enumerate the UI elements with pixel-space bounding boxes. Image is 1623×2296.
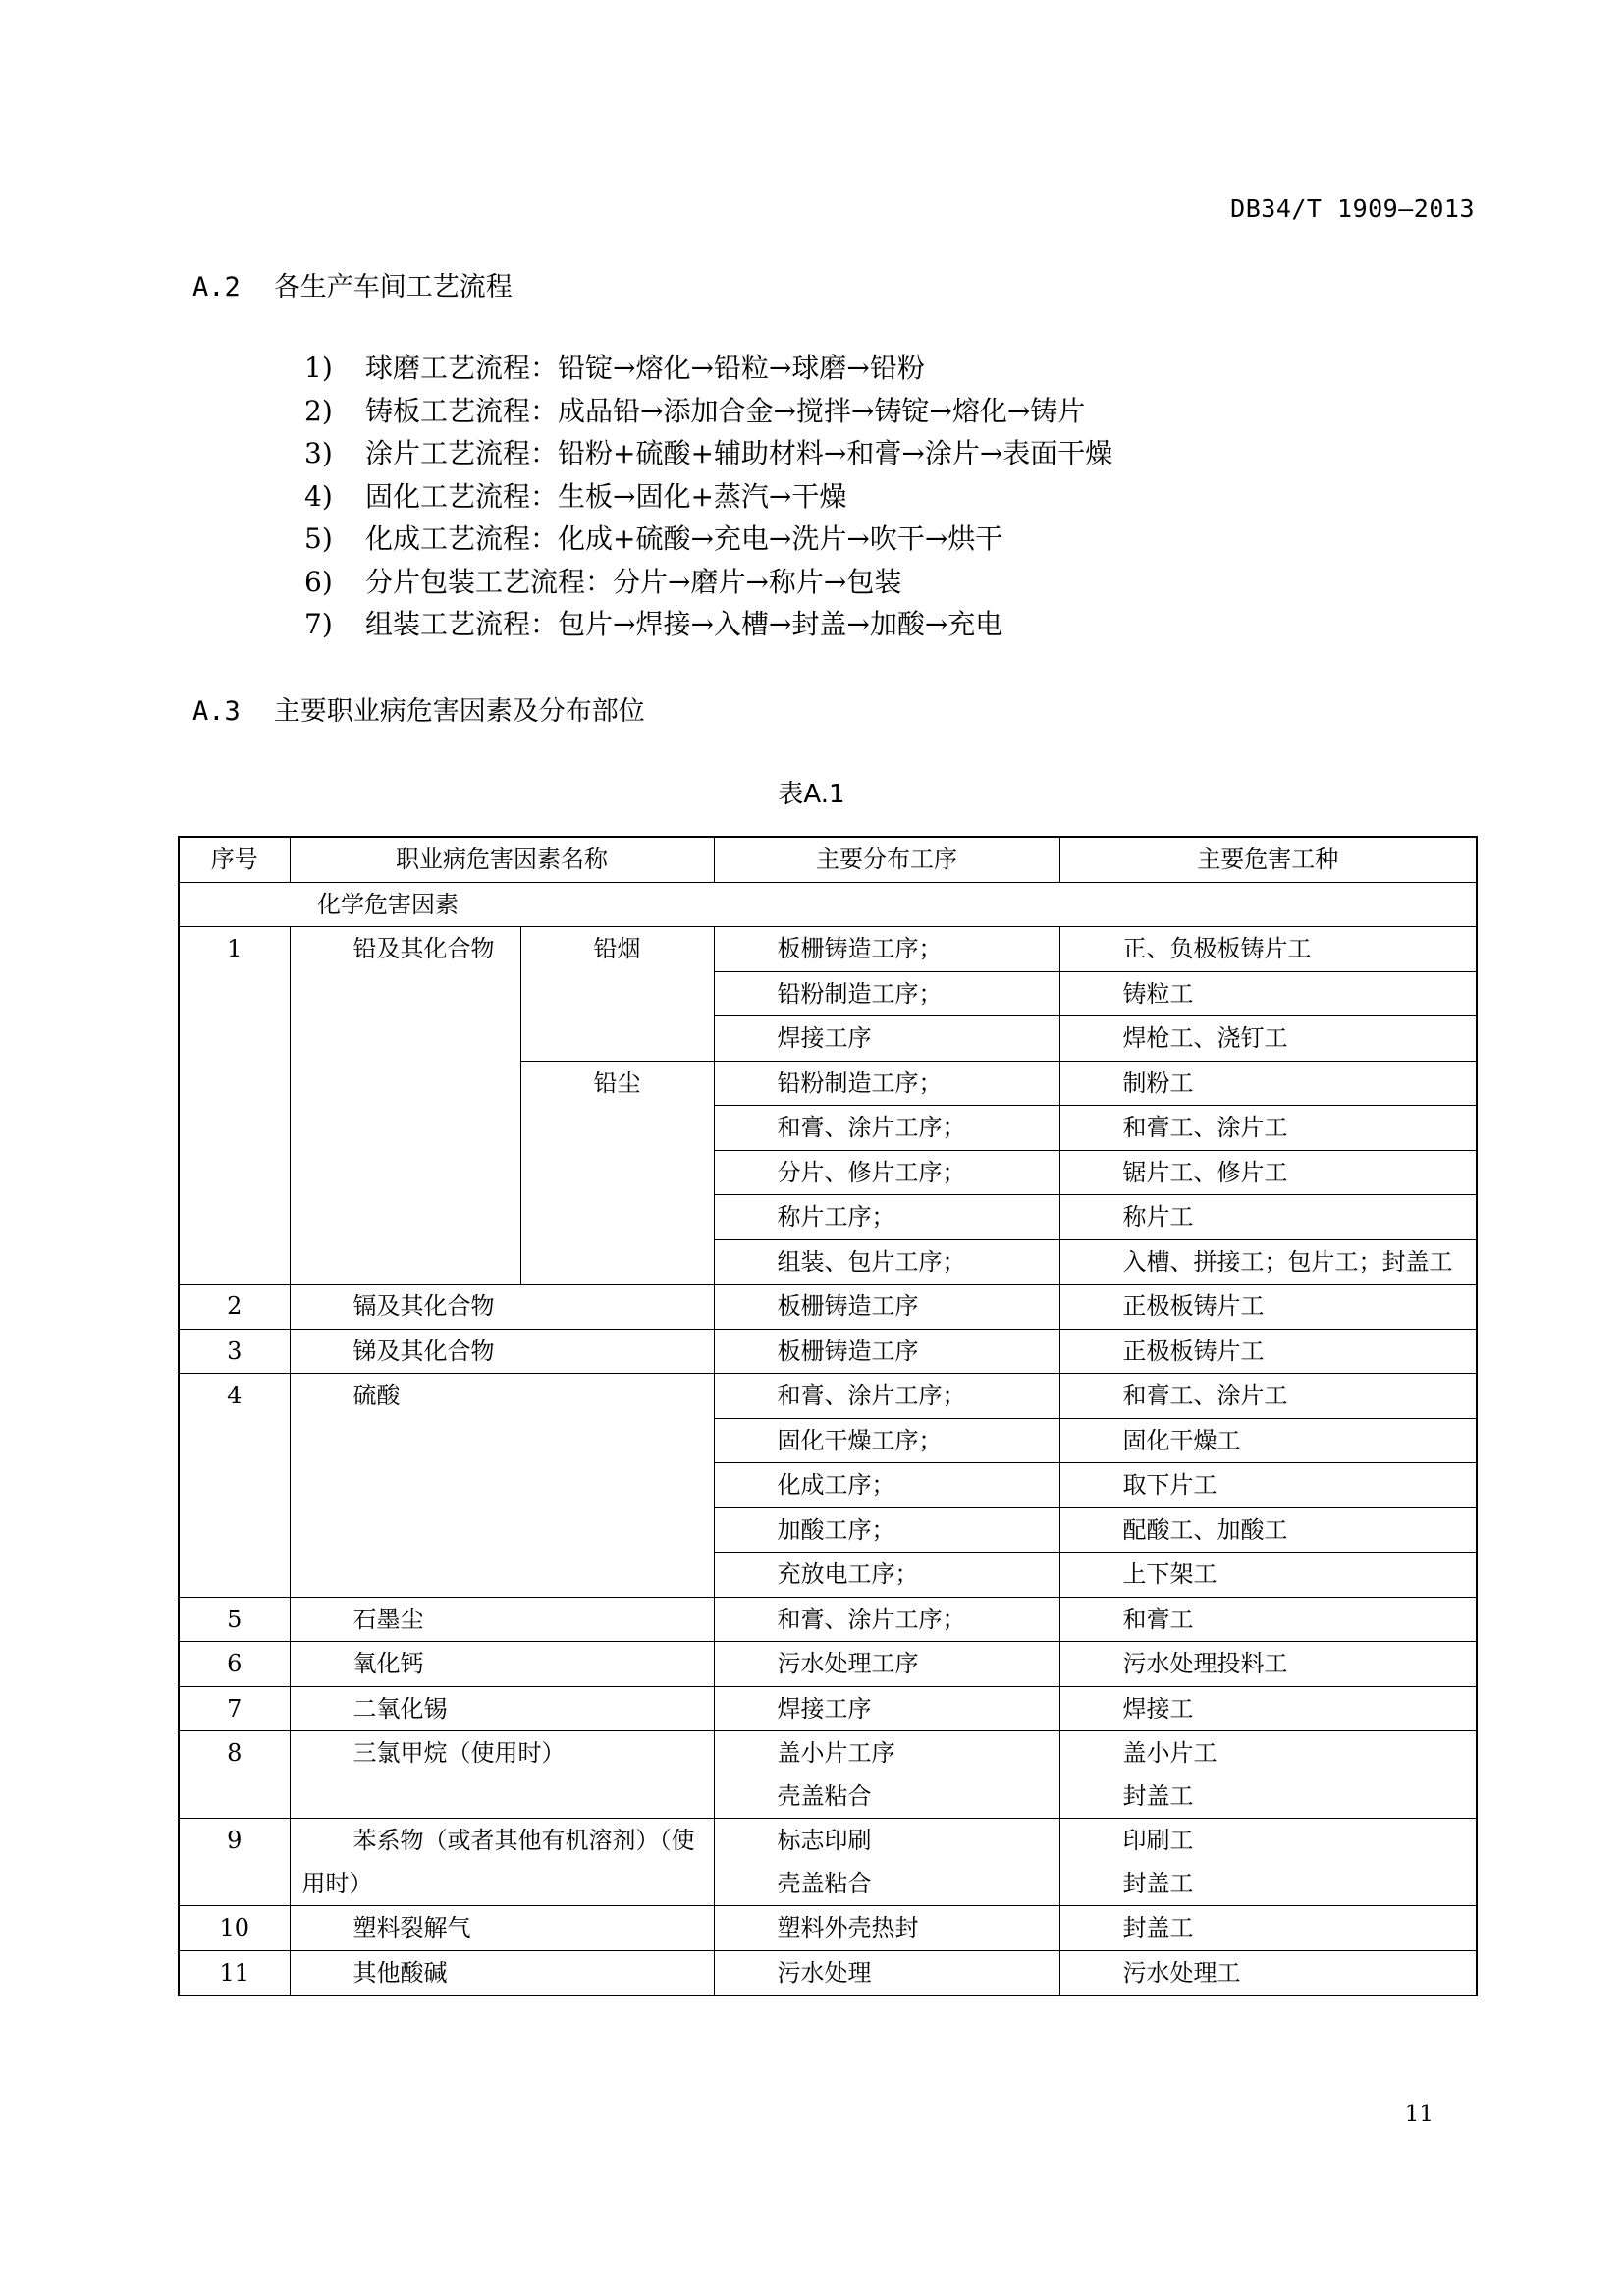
table-caption: 表A.1 (778, 780, 845, 809)
table-row (179, 1597, 1477, 1642)
row-worker: 和膏工、涂片工 (1059, 1374, 1477, 1419)
row-process-cell (714, 1819, 1059, 1906)
row-process: 铅粉制造工序； (714, 971, 1059, 1016)
row-sub-factor: 铅尘 (520, 1061, 714, 1285)
row-process: 铅粉制造工序； (714, 1061, 1059, 1106)
list-item (304, 347, 1112, 390)
row-process: 和膏、涂片工序； (714, 1106, 1059, 1151)
table-row (179, 1950, 1477, 1995)
row-seq: 1 (179, 927, 290, 1285)
row-seq: 11 (179, 1950, 290, 1995)
row-seq: 7 (179, 1686, 290, 1731)
table-row (179, 1642, 1477, 1687)
row-factor-name: 硫酸 (290, 1374, 714, 1598)
table-row (179, 1329, 1477, 1374)
row-worker: 焊枪工、浇钉工 (1059, 1016, 1477, 1062)
row-factor-name: 三氯甲烷（使用时） (290, 1731, 714, 1819)
row-worker: 印刷工 (1122, 1827, 1194, 1854)
table-row (179, 927, 1477, 972)
row-seq: 8 (179, 1731, 290, 1819)
row-process: 加酸工序； (714, 1507, 1059, 1553)
row-process-cell (714, 1731, 1059, 1819)
list-item-number: 2) (304, 394, 333, 427)
table-row (179, 1686, 1477, 1731)
row-seq: 5 (179, 1597, 290, 1642)
list-item-number: 6) (304, 565, 333, 598)
row-seq: 3 (179, 1329, 290, 1374)
row-sub-factor: 铅烟 (520, 927, 714, 1062)
list-item (304, 561, 1112, 604)
row-process: 污水处理工序 (714, 1642, 1059, 1687)
row-seq: 6 (179, 1642, 290, 1687)
row-process: 焊接工序 (714, 1686, 1059, 1731)
row-factor-name: 镉及其化合物 (290, 1285, 714, 1330)
list-item-text: 化成工艺流程：化成+硫酸→充电→洗片→吹干→烘干 (365, 522, 1003, 555)
standard-code: DB34/T 1909—2013 (1230, 194, 1475, 223)
row-seq: 9 (179, 1819, 290, 1906)
row-worker: 盖小片工 (1122, 1739, 1217, 1767)
row-factor-name: 氧化钙 (290, 1642, 714, 1687)
header-worker: 主要危害工种 (1059, 837, 1477, 882)
list-item-text: 铸板工艺流程：成品铅→添加合金→搅拌→铸锭→熔化→铸片 (365, 394, 1086, 427)
list-item (304, 603, 1112, 646)
table-row (179, 1819, 1477, 1906)
row-worker: 固化干燥工 (1059, 1418, 1477, 1463)
row-process: 板栅铸造工序 (714, 1285, 1059, 1330)
row-worker: 和膏工、涂片工 (1059, 1106, 1477, 1151)
row-worker-cell (1059, 1731, 1477, 1819)
row-worker: 正、负极板铸片工 (1059, 927, 1477, 972)
row-process: 固化干燥工序； (714, 1418, 1059, 1463)
list-item (304, 518, 1112, 561)
list-item-text: 固化工艺流程：生板→固化+蒸汽→干燥 (365, 479, 847, 513)
row-worker: 封盖工 (1059, 1906, 1477, 1951)
row-process: 壳盖粘合 (777, 1782, 872, 1810)
section-a3-title: 主要职业病危害因素及分布部位 (273, 696, 645, 727)
row-worker: 制粉工 (1059, 1061, 1477, 1106)
section-a2-title: 各生产车间工艺流程 (273, 272, 513, 302)
list-item (304, 432, 1112, 475)
row-worker: 封盖工 (1122, 1870, 1194, 1897)
row-process: 板栅铸造工序； (714, 927, 1059, 972)
row-worker: 入槽、拼接工；包片工；封盖工 (1059, 1239, 1477, 1285)
section-a2-number: A.2 (192, 272, 241, 302)
header-process: 主要分布工序 (714, 837, 1059, 882)
table-row (179, 1374, 1477, 1419)
section-a3-heading (192, 689, 645, 728)
list-item-number: 1) (304, 352, 333, 384)
table-row (179, 1285, 1477, 1330)
row-worker: 配酸工、加酸工 (1059, 1507, 1477, 1553)
row-process: 标志印刷 (777, 1827, 872, 1854)
row-factor-name: 其他酸碱 (290, 1950, 714, 1995)
category-chemical: 化学危害因素 (179, 882, 1477, 927)
list-item (304, 390, 1112, 433)
section-a3-number: A.3 (192, 696, 241, 727)
row-worker: 封盖工 (1122, 1782, 1194, 1810)
row-process: 和膏、涂片工序； (714, 1374, 1059, 1419)
row-factor-name: 锑及其化合物 (290, 1329, 714, 1374)
list-item-number: 5) (304, 522, 333, 555)
table-category-row (179, 882, 1477, 927)
row-process: 化成工序； (714, 1463, 1059, 1508)
header-seq: 序号 (179, 837, 290, 882)
list-item-text: 分片包装工艺流程：分片→磨片→称片→包装 (365, 565, 902, 598)
table-row (179, 1906, 1477, 1951)
row-factor-name: 苯系物（或者其他有机溶剂）（使用时） (290, 1819, 714, 1906)
row-process: 壳盖粘合 (777, 1870, 872, 1897)
row-process: 焊接工序 (714, 1016, 1059, 1062)
row-factor-name: 塑料裂解气 (290, 1906, 714, 1951)
row-seq: 4 (179, 1374, 290, 1598)
row-process: 盖小片工序 (777, 1739, 895, 1767)
row-worker: 取下片工 (1059, 1463, 1477, 1508)
process-flow-list (304, 347, 1112, 646)
row-factor-name: 二氧化锡 (290, 1686, 714, 1731)
row-process: 分片、修片工序； (714, 1150, 1059, 1195)
row-process: 称片工序； (714, 1195, 1059, 1240)
row-worker: 称片工 (1059, 1195, 1477, 1240)
row-worker: 锯片工、修片工 (1059, 1150, 1477, 1195)
row-seq: 10 (179, 1906, 290, 1951)
row-process: 板栅铸造工序 (714, 1329, 1059, 1374)
row-worker: 正极板铸片工 (1059, 1329, 1477, 1374)
row-process: 组装、包片工序； (714, 1239, 1059, 1285)
page-number: 11 (1404, 2102, 1434, 2127)
table-header-row (179, 837, 1477, 882)
list-item-text: 球磨工艺流程：铅锭→熔化→铅粒→球磨→铅粉 (365, 352, 925, 384)
row-worker: 上下架工 (1059, 1553, 1477, 1598)
row-factor-name: 铅及其化合物 (290, 927, 520, 1285)
row-process: 充放电工序； (714, 1553, 1059, 1598)
list-item-number: 4) (304, 479, 333, 513)
row-worker: 焊接工 (1059, 1686, 1477, 1731)
list-item-number: 7) (304, 608, 333, 640)
table-row (179, 1731, 1477, 1819)
row-process: 和膏、涂片工序； (714, 1597, 1059, 1642)
row-worker-cell (1059, 1819, 1477, 1906)
row-process: 污水处理 (714, 1950, 1059, 1995)
row-worker: 正极板铸片工 (1059, 1285, 1477, 1330)
row-factor-name: 石墨尘 (290, 1597, 714, 1642)
list-item (304, 475, 1112, 519)
row-worker: 铸粒工 (1059, 971, 1477, 1016)
row-worker: 污水处理投料工 (1059, 1642, 1477, 1687)
list-item-text: 组装工艺流程：包片→焊接→入槽→封盖→加酸→充电 (365, 608, 1003, 640)
row-worker: 和膏工 (1059, 1597, 1477, 1642)
row-process: 塑料外壳热封 (714, 1906, 1059, 1951)
section-a2-heading (192, 265, 513, 303)
hazard-table (178, 836, 1478, 1996)
header-factor-name: 职业病危害因素名称 (290, 837, 714, 882)
row-seq: 2 (179, 1285, 290, 1330)
list-item-number: 3) (304, 437, 333, 469)
row-worker: 污水处理工 (1059, 1950, 1477, 1995)
list-item-text: 涂片工艺流程：铅粉+硫酸+辅助材料→和膏→涂片→表面干燥 (365, 437, 1113, 469)
